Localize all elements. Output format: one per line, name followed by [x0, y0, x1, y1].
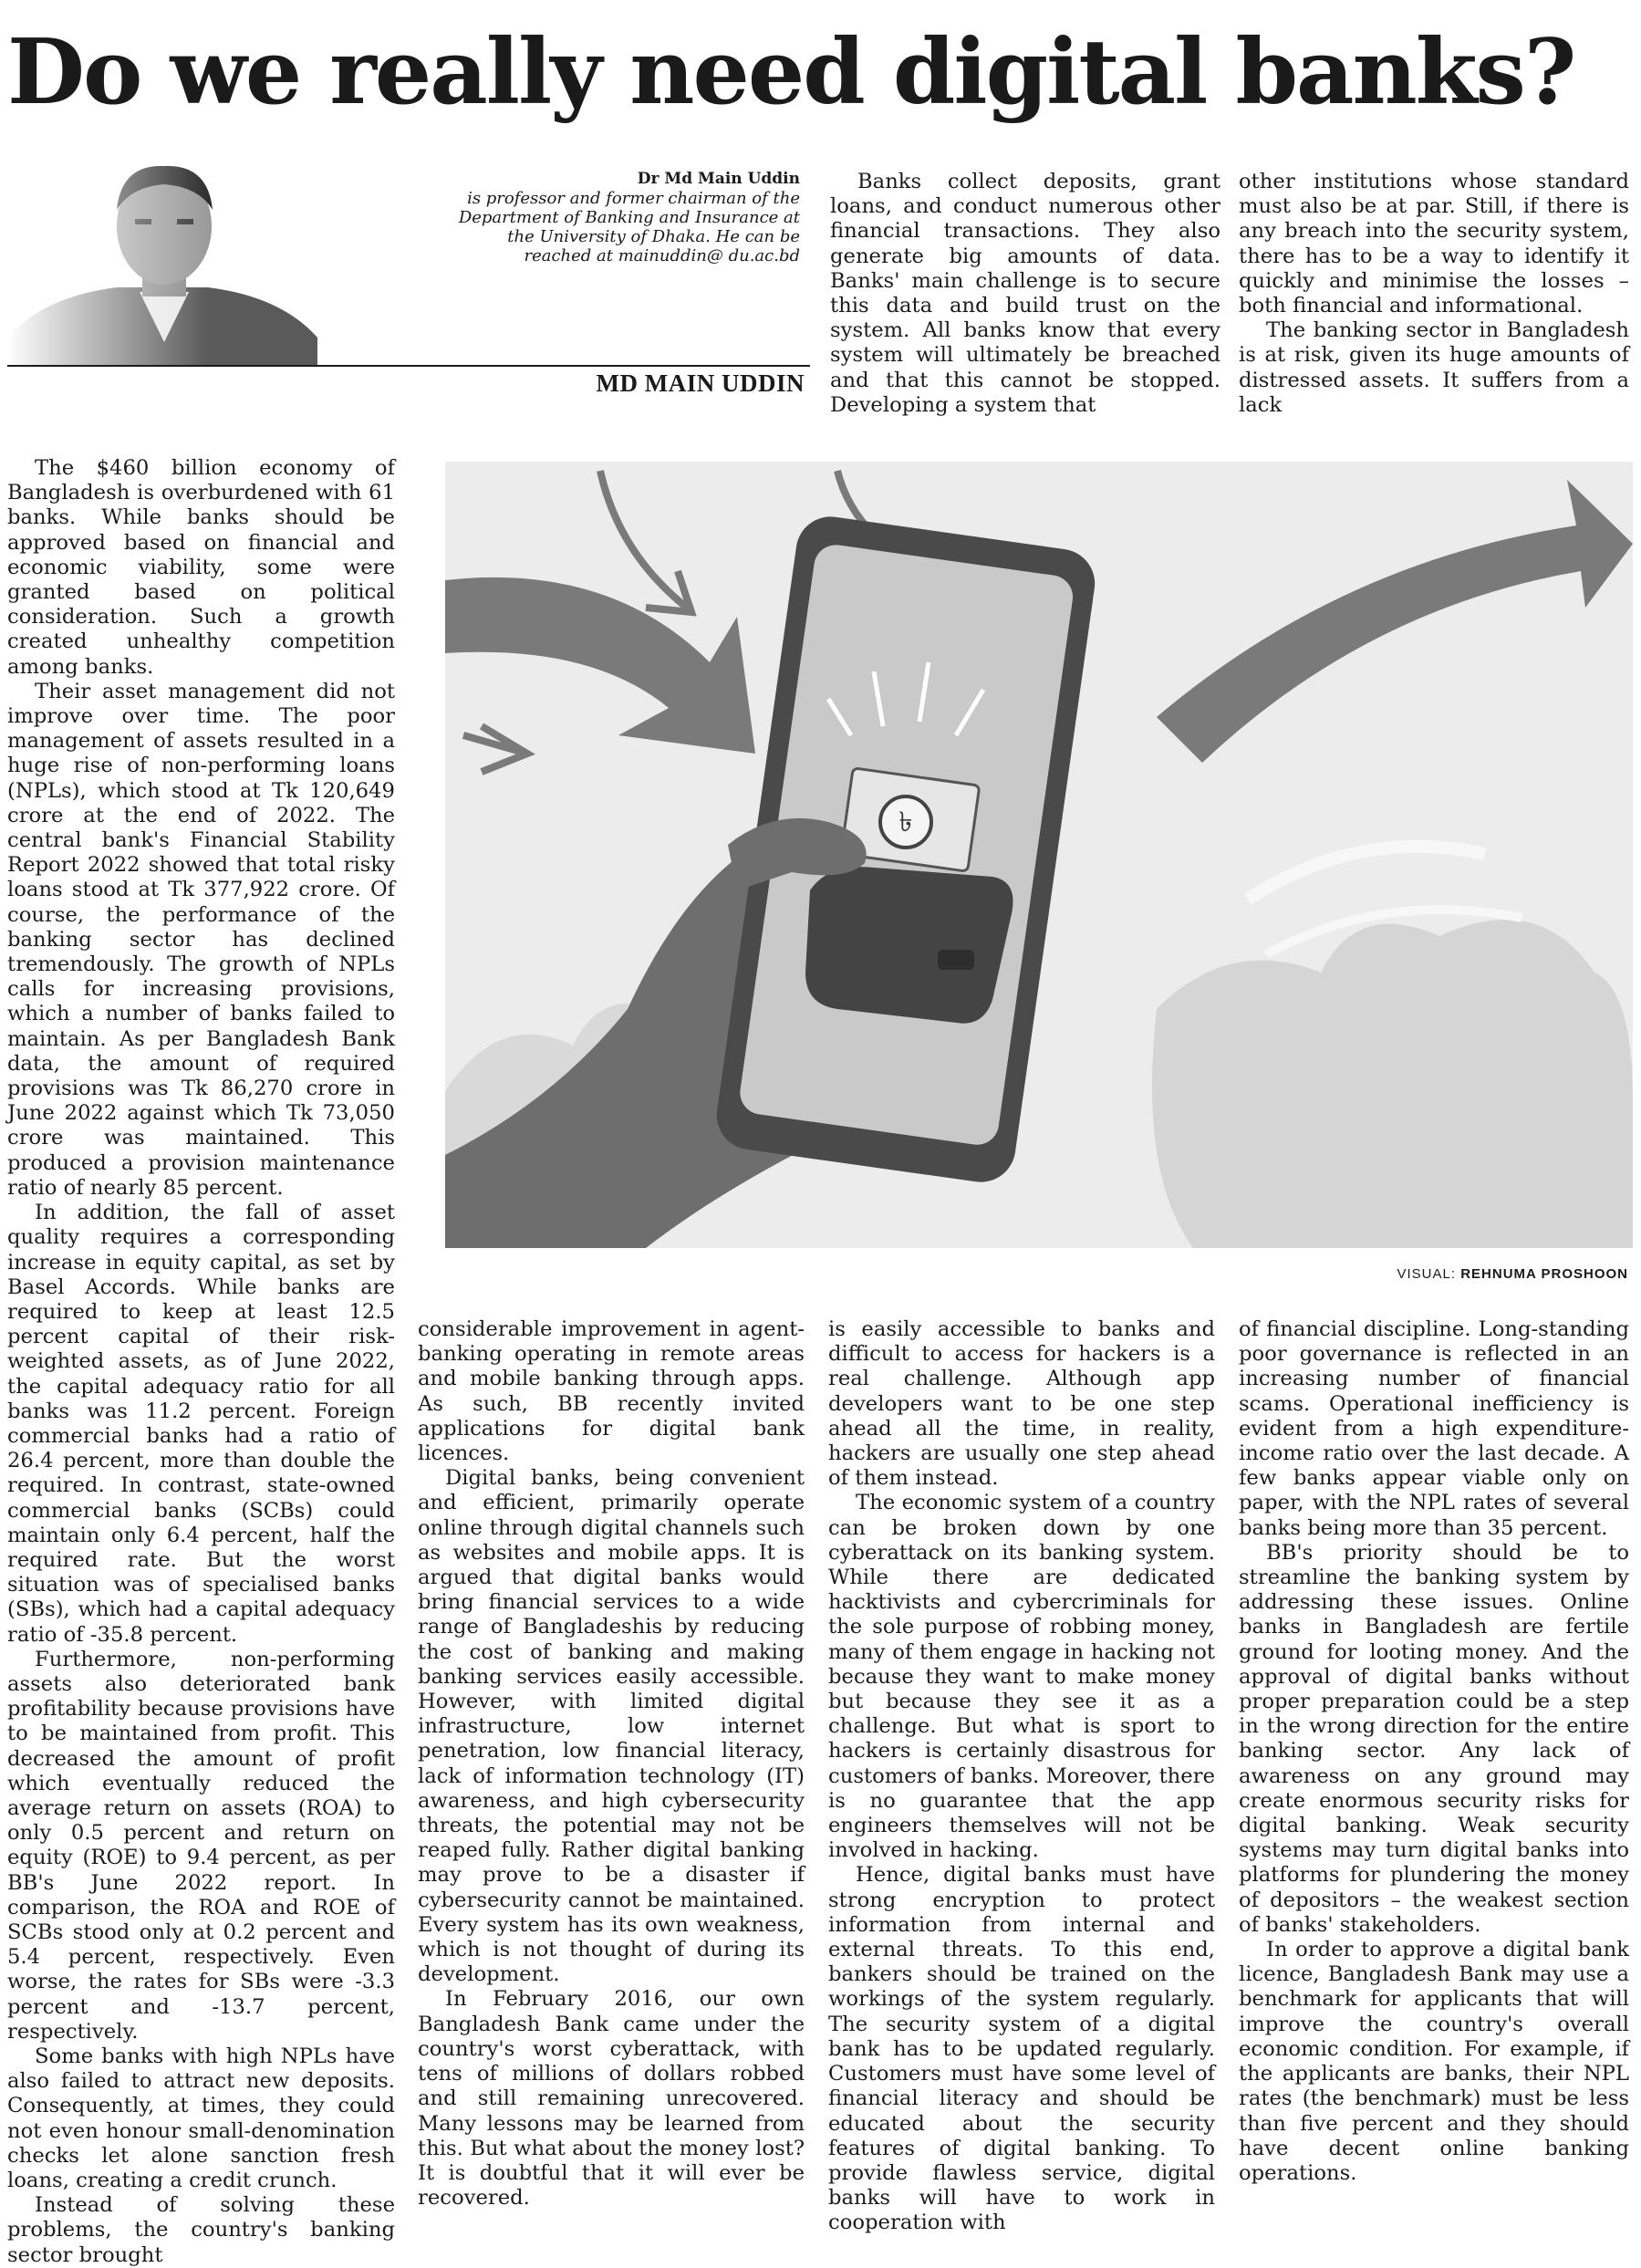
visual-credit [1397, 1266, 1629, 1282]
visual-credit-name: REHNUMA PROSHOON [1460, 1266, 1628, 1282]
paragraph: BB's priority should be to streamline the banking system by addressing these issues. Online banks in Bangladesh are fertile ground for looting money. And the approval of digital banks without proper preparation could be a step in the wrong direction for the entire banking sector. Any lack of awareness on any ground may create enormous security risks for digital banking. Weak security systems may turn digital banks into platforms for plundering the money of depositors – the weakest section of banks' stakeholders. [1239, 1540, 1629, 1937]
paragraph: Furthermore, non-performing assets also deteriorated bank profitability because provisions have to be maintained from profit. This decreased the amount of profit which eventually reduced the average return on assets (ROA) to only 0.5 percent and return on equity (ROE) to 9.4 percent, as per BB's June 2022 report. In comparison, the ROA and ROE of SCBs stood only at 0.2 percent and 5.4 percent, respectively. Even worse, the rates for SBs were -3.3 percent and -13.7 percent, respectively. [7, 1647, 395, 2044]
byline-rule [7, 365, 810, 367]
paragraph: The banking sector in Bangladesh is at risk, given its huge amounts of distressed assets. It suffers from a lack [1239, 318, 1629, 417]
paragraph: of financial discipline. Long-standing poor governance is reflected in an increasing number of financial scams. Operational inefficiency is evident from a high expenditure-income ratio over the last decade. A few banks appear viable only on paper, with the NPL rates of several banks being more than 35 percent. [1239, 1317, 1629, 1540]
paragraph: other institutions whose standard must also be at par. Still, if there is any breach into the security system, there has to be a way to identify it quickly and minimise the losses – both financial and informational. [1239, 170, 1629, 318]
column-top-a [830, 170, 1220, 418]
paragraph: Banks collect deposits, grant loans, and conduct numerous other financial transactions. They also generate big amounts of data. Banks' main challenge is to secure this data and build trust on the system. All banks know that every system will ultimately be breached and that this cannot be stopped. Developing a system that [830, 170, 1220, 417]
column-bottom-3 [1239, 1317, 1629, 2186]
column-top-b [1239, 170, 1629, 418]
paragraph: Digital banks, being convenient and efficient, primarily operate online through digital channels such as websites and mobile apps. It is argued that digital banks would bring financial services to a wide range of Bangladeshis by reducing the cost of banking and making banking services easily accessible. However, with limited digital infrastructure, low internet penetration, low financial literacy, lack of information technology (IT) awareness, and high cybersecurity threats, the potential may not be reaped fully. Rather digital banking may prove to be a disaster if cybersecurity cannot be maintained. Every system has its own weakness, which is not thought of during its development. [418, 1466, 805, 1987]
paragraph: The economic system of a country can be broken down by one cyberattack on its banking system. While there are dedicated hacktivists and cybercriminals for the sole purpose of robbing money, many of them engage in hacking not because they want to make money but because they see it as a challenge. But what is sport to hackers is certainly disastrous for customers of banks. Moreover, there is no guarantee that the app engineers themselves will not be involved in hacking. [828, 1491, 1215, 1863]
paragraph: Instead of solving these problems, the country's banking sector brought [7, 2193, 395, 2267]
paragraph: considerable improvement in agent-banking operating in remote areas and mobile banking through apps. As such, BB recently invited applications for digital bank licences. [418, 1317, 805, 1466]
column-bottom-2 [828, 1317, 1215, 2236]
svg-text:৳: ৳ [898, 806, 913, 838]
illustration-phone-wallet [445, 462, 1633, 1248]
headline: Do we really need digital banks? [7, 20, 1575, 125]
visual-credit-label: VISUAL: [1397, 1266, 1457, 1282]
paragraph: Their asset management did not improve over time. The poor management of assets resulted in a huge rise of non-performing loans (NPLs), which stood at Tk 120,649 crore at the end of 2022. The central bank's Financial Stability Report 2022 showed that total risky loans stood at Tk 377,922 crore. Of course, the performance of the banking sector has declined tremendously. The growth of NPLs calls for increasing provisions, which a number of banks failed to maintain. As per Bangladesh Bank data, the amount of required provisions was Tk 86,270 crore in June 2022 against which Tk 73,050 crore was maintained. This produced a provision maintenance ratio of nearly 85 percent. [7, 679, 395, 1200]
column-left [7, 456, 395, 2268]
paragraph: In February 2016, our own Bangladesh Bank came under the country's worst cyberattack, with tens of millions of dollars robbed and still remaining unrecovered. Many lessons may be learned from this. But what about the money lost? It is doubtful that it will ever be recovered. [418, 1987, 805, 2211]
paragraph: Hence, digital banks must have strong encryption to protect information from internal and external threats. To this end, bankers should be trained on the workings of the system regularly. The security system of a digital bank has to be updated regularly. Customers must have some level of financial literacy and should be educated about the security features of digital banking. To provide flawless service, digital banks will have to work in cooperation with [828, 1863, 1215, 2235]
author-bio-name: Dr Md Main Uddin [637, 170, 800, 188]
author-bio [453, 170, 800, 265]
paragraph: In order to approve a digital bank licence, Bangladesh Bank may use a benchmark for applicants that will improve the country's overall economic condition. For example, if the applicants are banks, their NPL rates (the benchmark) must be less than five percent and they should have decent online banking operations. [1239, 1938, 1629, 2185]
column-bottom-1 [418, 1317, 805, 2211]
author-photo [7, 146, 317, 365]
paragraph: The $460 billion economy of Bangladesh is overburdened with 61 banks. While banks should be approved based on financial and economic viability, some were granted based on political consideration. Such a growth created unhealthy competition among banks. [7, 456, 395, 679]
author-bio-text: is professor and former chairman of the Department of Banking and Insurance at the University of Dhaka. He can be reached at mainuddin@ du.ac.bd [458, 189, 800, 265]
paragraph: Some banks with high NPLs have also failed to attract new deposits. Consequently, at times, they could not even honour small-denomination checks let alone sanction fresh loans, creating a credit crunch. [7, 2044, 395, 2193]
paragraph: is easily accessible to banks and difficult to access for hackers is a real challenge. Although app developers want to be one step ahead all the time, in reality, hackers are usually one step ahead of them instead. [828, 1317, 1215, 1491]
byline: MD MAIN UDDIN [596, 369, 805, 397]
paragraph: In addition, the fall of asset quality requires a corresponding increase in equity capital, as set by Basel Accords. While banks are required to keep at least 12.5 percent capital of their risk-weighted assets, as of June 2022, the capital adequacy ratio for all banks was 11.2 percent. Foreign commercial banks had a ratio of 26.4 percent, more than double the required. In contrast, state-owned commercial banks (SCBs) could maintain only 6.4 percent, half the required rate. But the worst situation was of specialised banks (SBs), which had a capital adequacy ratio of -35.8 percent. [7, 1201, 395, 1647]
